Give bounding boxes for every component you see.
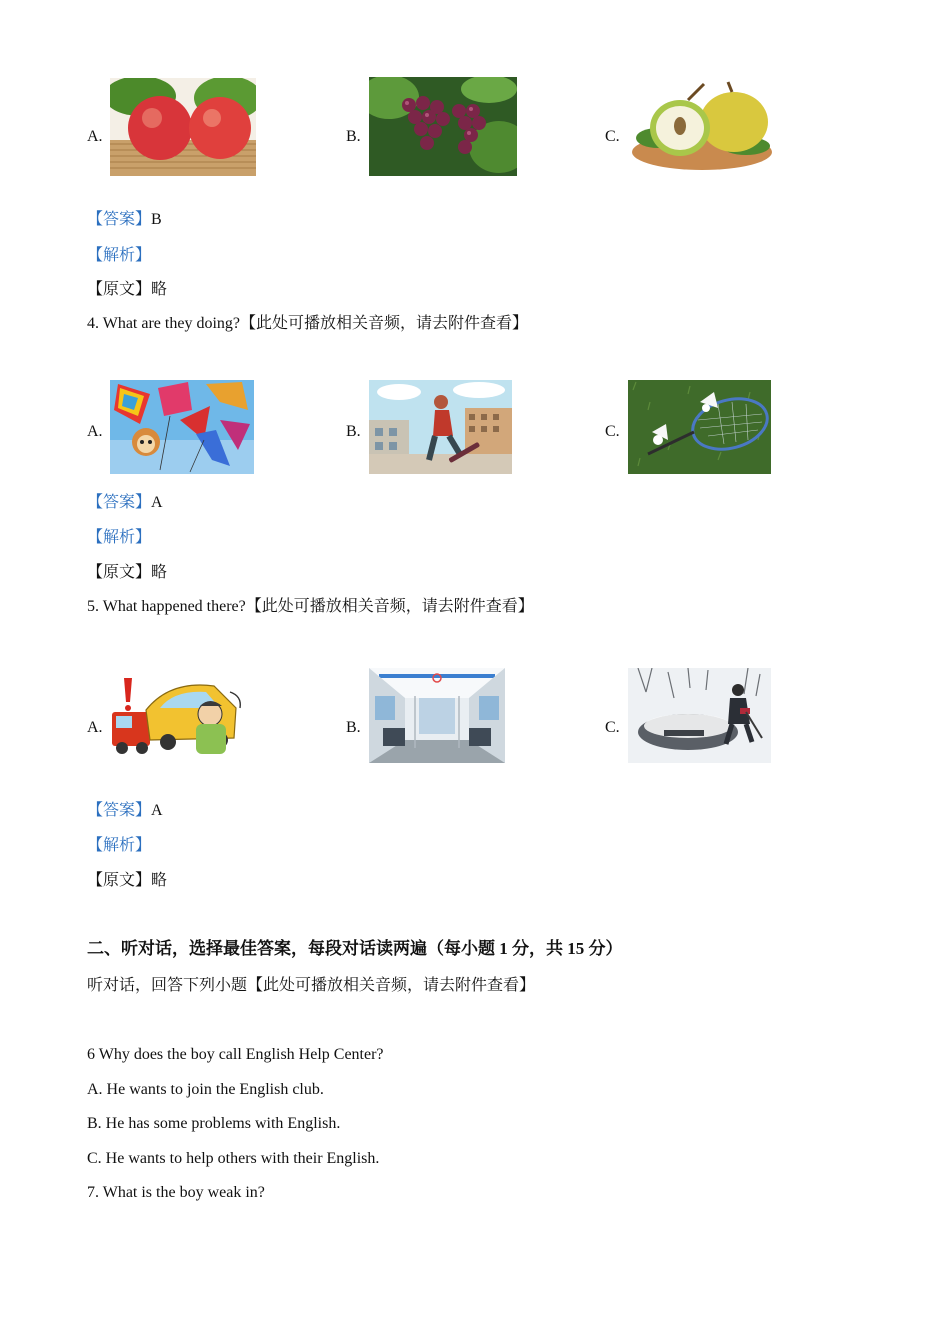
subway-car-picture	[369, 668, 505, 763]
original-value: 略	[151, 281, 168, 298]
q6-option-b: B. He has some problems with English.	[87, 1115, 341, 1132]
answer-value: A	[151, 494, 163, 511]
original-value: 略	[151, 872, 168, 889]
q4-question: 4. What are they doing?【此处可播放相关音频，请去附件查看】	[87, 315, 528, 332]
q3-answer	[87, 210, 162, 230]
section-2-heading: 二、听对话，选择最佳答案，每段对话读两遍（每小题 1 分，共 15 分）	[87, 939, 623, 958]
skateboarding-picture	[369, 380, 512, 474]
original-label: 【原文】	[87, 281, 152, 298]
grapes-picture	[369, 77, 517, 176]
q4-option-b-label: B.	[346, 423, 361, 440]
q5-answer	[87, 801, 163, 821]
q4-option-a-label: A.	[87, 423, 103, 440]
q3-original-text	[87, 280, 167, 300]
badminton-picture	[628, 380, 771, 474]
q4-option-c-label: C.	[605, 423, 620, 440]
q6-option-c: C. He wants to help others with their English.	[87, 1150, 380, 1167]
q3-option-a-label: A.	[87, 128, 103, 145]
answer-value: A	[151, 802, 163, 819]
q5-analysis-label: 【解析】	[87, 837, 152, 854]
q3-analysis-label: 【解析】	[87, 247, 152, 264]
section-2-instruction: 听对话，回答下列小题【此处可播放相关音频，请去附件查看】	[87, 977, 536, 994]
pears-picture	[628, 80, 772, 176]
answer-label: 【答案】	[87, 802, 152, 819]
q6-question: 6 Why does the boy call English Help Center?	[87, 1046, 384, 1063]
original-value: 略	[151, 564, 168, 581]
q7-question: 7. What is the boy weak in?	[87, 1184, 265, 1201]
answer-value: B	[151, 211, 162, 228]
original-label: 【原文】	[87, 872, 152, 889]
q5-option-b-label: B.	[346, 719, 361, 736]
q3-option-c-label: C.	[605, 128, 620, 145]
car-in-snow-picture	[628, 668, 771, 763]
answer-label: 【答案】	[87, 211, 152, 228]
original-label: 【原文】	[87, 564, 152, 581]
q5-original-text	[87, 871, 167, 891]
q5-question: 5. What happened there?【此处可播放相关音频，请去附件查看】	[87, 598, 534, 615]
q4-analysis-label: 【解析】	[87, 529, 152, 546]
q4-answer	[87, 493, 163, 513]
q6-option-a: A. He wants to join the English club.	[87, 1081, 324, 1098]
q3-option-b-label: B.	[346, 128, 361, 145]
kites-picture	[110, 380, 254, 474]
q5-option-c-label: C.	[605, 719, 620, 736]
answer-label: 【答案】	[87, 494, 152, 511]
traffic-accident-picture	[110, 672, 248, 760]
q5-option-a-label: A.	[87, 719, 103, 736]
q4-original-text	[87, 563, 167, 583]
apples-picture	[110, 78, 256, 176]
